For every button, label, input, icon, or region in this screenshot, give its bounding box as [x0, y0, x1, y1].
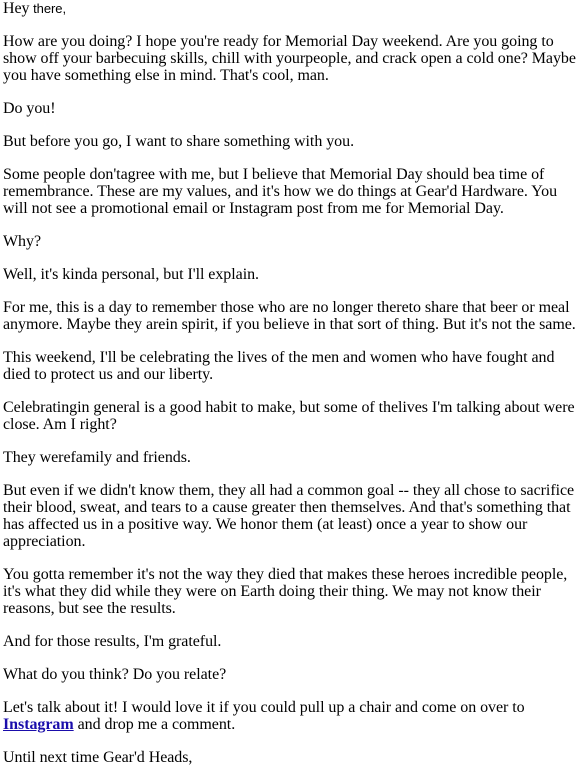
paragraph-grateful: And for those results, I'm grateful.: [3, 633, 222, 650]
paragraph-why: Why?: [3, 233, 42, 250]
paragraph-share: But before you go, I want to share something with you.: [3, 133, 355, 150]
paragraph-remember: For me, this is a day to remember those who are no longer thereto share that beer or meal anymore. Maybe they arein spirit, if you believe in that sort of thing. But it's not the same.: [3, 299, 576, 333]
greeting-name: there,: [29, 1, 67, 16]
instagram-link[interactable]: Instagram: [3, 716, 74, 733]
paragraph-explain: Well, it's kinda personal, but I'll explain.: [3, 266, 260, 283]
paragraph-celebrating: This weekend, I'll be celebrating the lives of the men and women who have fought and died to protect us and our liberty.: [3, 349, 555, 383]
greeting-word: Hey: [3, 0, 30, 17]
greeting: [3, 0, 577, 17]
signoff: Until next time Gear'd Heads,: [3, 749, 193, 766]
paragraph-family: They werefamily and friends.: [3, 449, 191, 466]
cta-before-text: Let's talk about it! I would love it if you could pull up a chair and come on over to: [3, 699, 525, 716]
paragraph-cta: [3, 699, 577, 733]
paragraph-values: Some people don'tagree with me, but I believe that Memorial Day should bea time of remembrance. These are my values, and it's how we do things at Gear'd Hardware. You will not see a promotional email or Instagram post from me for Memorial Day.: [3, 166, 558, 217]
paragraph-heroes: You gotta remember it's not the way they died that makes these heroes incredible people, it's what they did while they were on Earth doing their thing. We may not know their reasons, but see the results.: [3, 566, 568, 617]
paragraph-common-goal: But even if we didn't know them, they all had a common goal -- they all chose to sacrifice their blood, sweat, and tears to a cause greater then themselves. And that's something that has affected us in a positive way. We honor them (at least) once a year to show our appreciation.: [3, 482, 575, 550]
paragraph-question: What do you think? Do you relate?: [3, 666, 227, 683]
paragraph-habit: Celebratingin general is a good habit to make, but some of thelives I'm talking about were close. Am I right?: [3, 399, 575, 433]
cta-after-text: and drop me a comment.: [73, 716, 236, 733]
paragraph-intro: How are you doing? I hope you're ready for Memorial Day weekend. Are you going to show off your barbecuing skills, chill with yourpeople, and crack open a cold one? Maybe you have something else in mind. That's cool, man.: [3, 33, 576, 84]
paragraph-do-you: Do you!: [3, 100, 56, 117]
